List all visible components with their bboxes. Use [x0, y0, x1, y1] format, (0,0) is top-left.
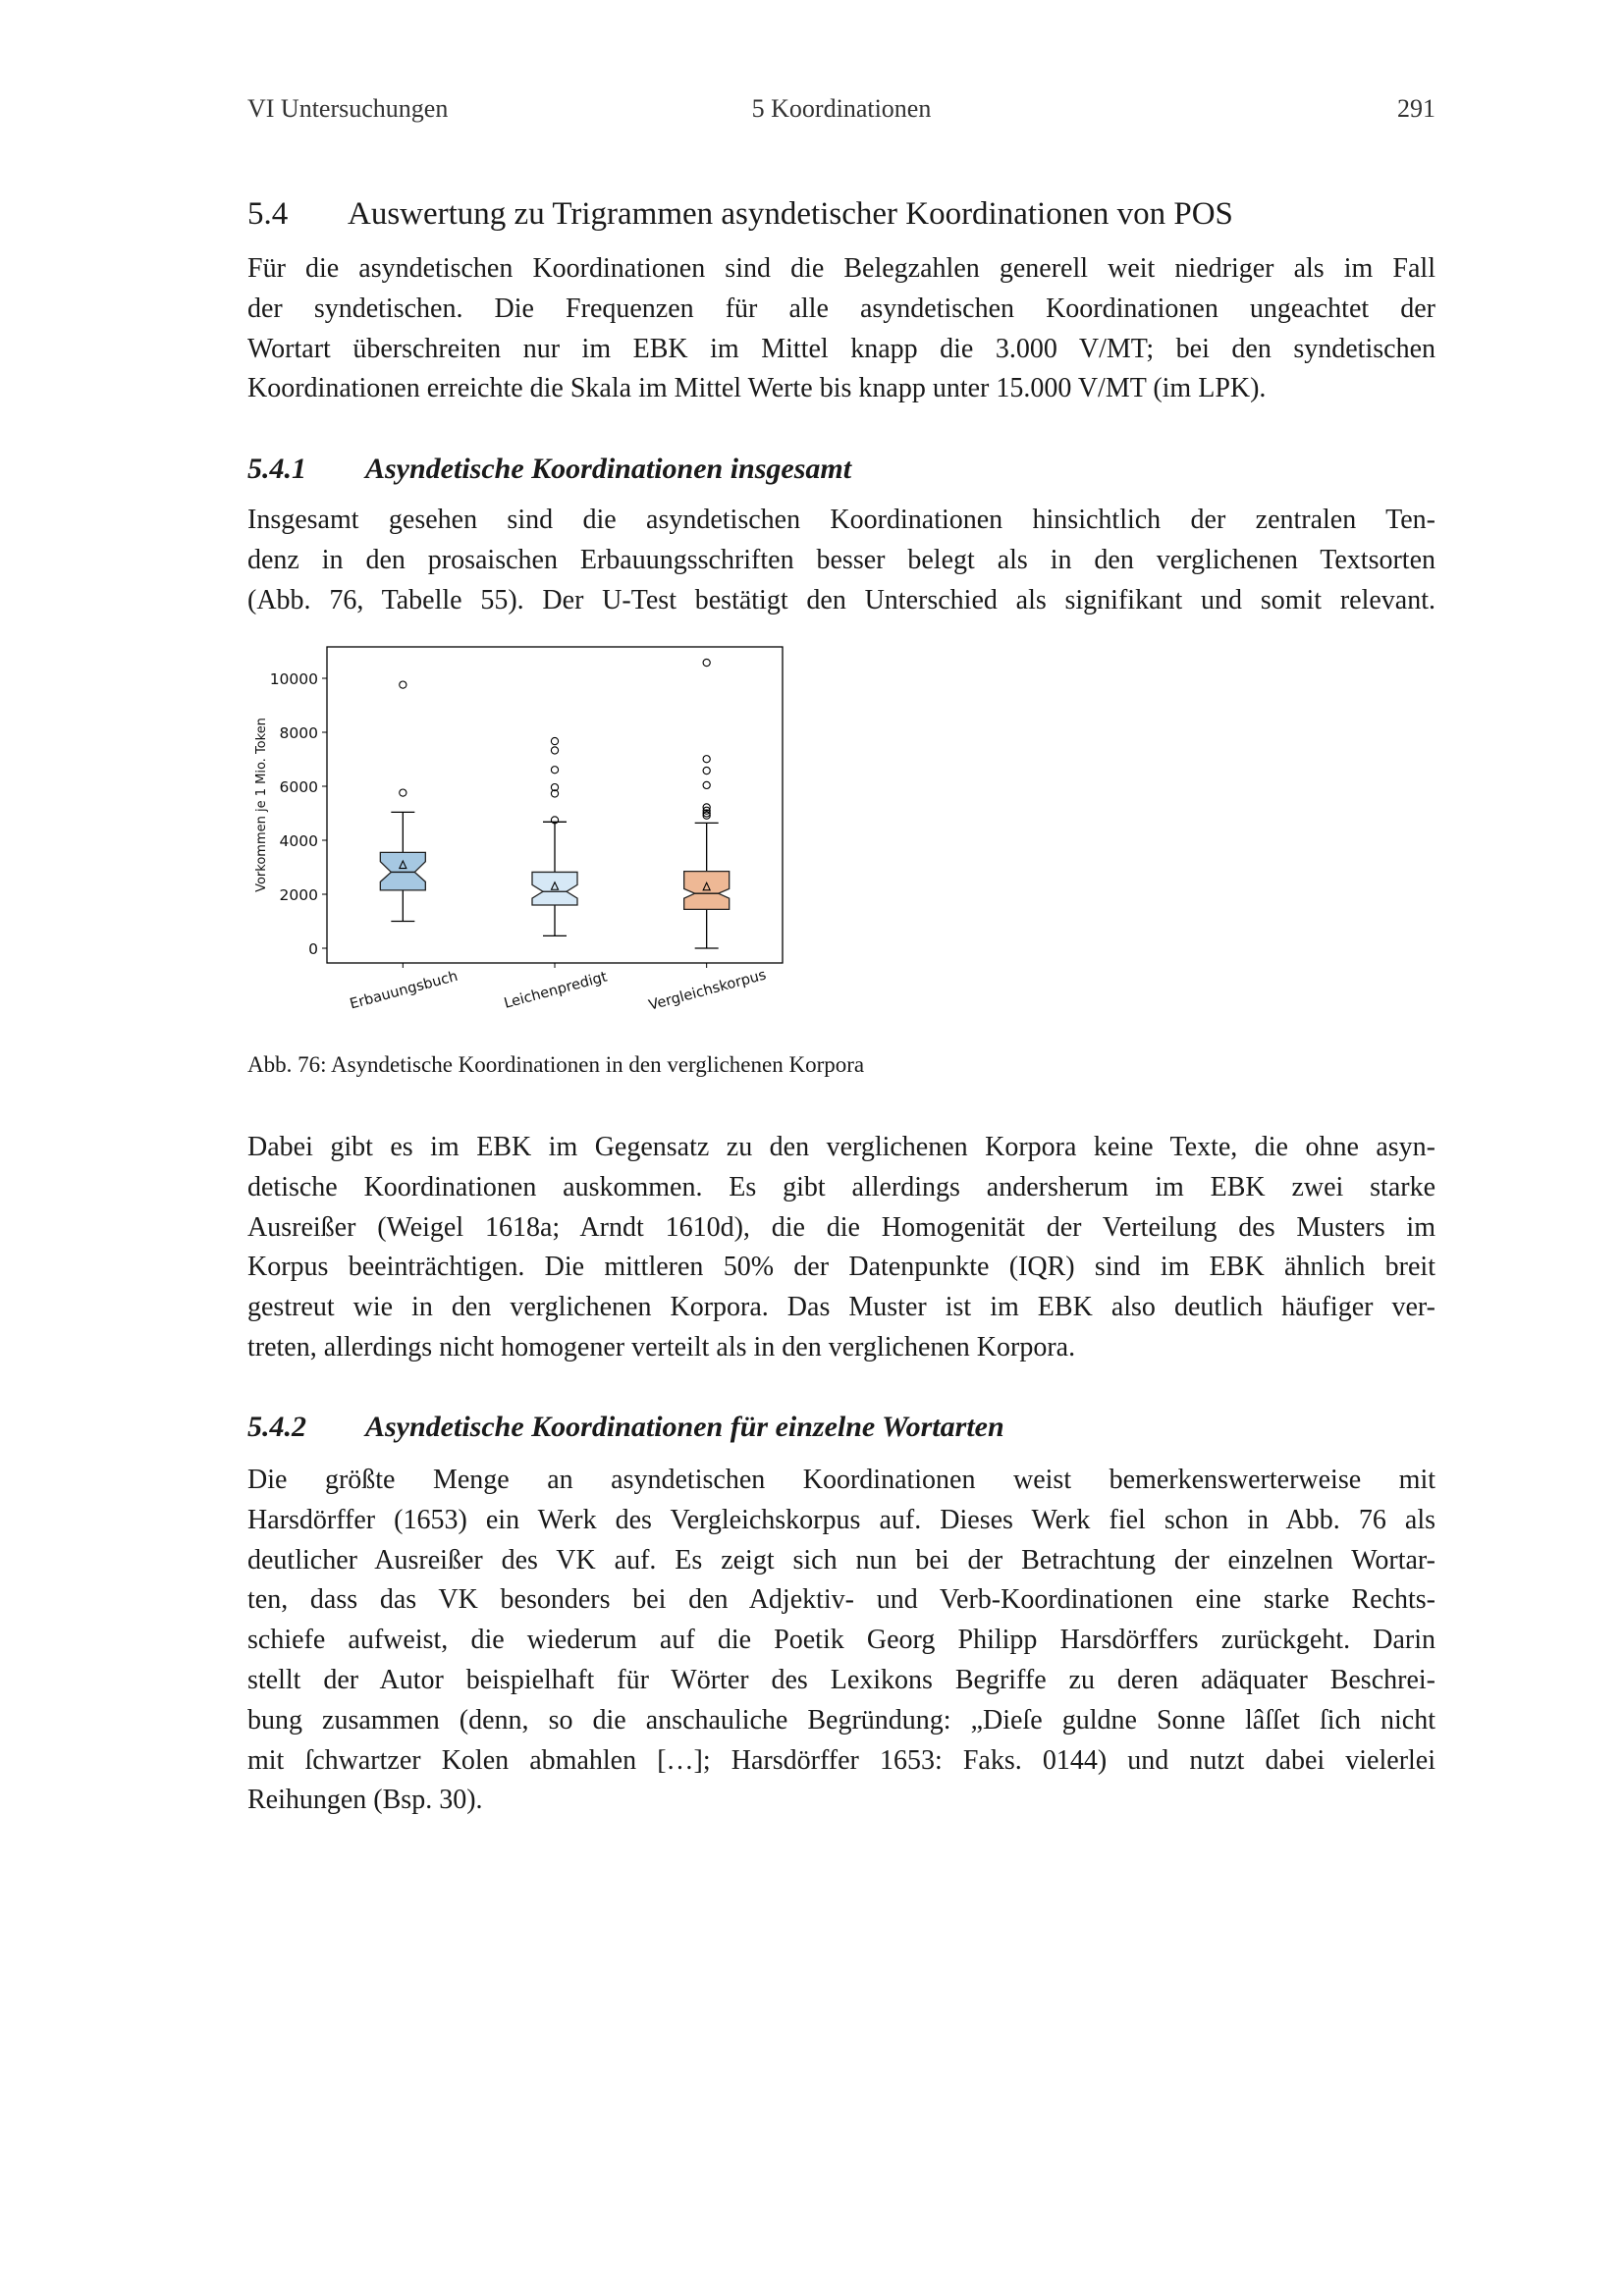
outlier-point	[703, 756, 710, 763]
running-head	[247, 94, 1435, 130]
text-line: Ausreißer (Weigel 1618a; Arndt 1610d), die die Homogenität der Verteilung des Musters im	[247, 1211, 1435, 1243]
outlier-point	[703, 659, 710, 666]
figure-caption: Abb. 76: Asyndetische Koordinationen in den verglichenen Korpora	[247, 1052, 865, 1077]
text-line: treten, allerdings nicht homogener verteilt als in den verglichenen Korpora.	[247, 1331, 1076, 1362]
paragraph-word-classes	[247, 1461, 1435, 1821]
outlier-point	[551, 747, 558, 754]
y-axis-label: Vorkommen je 1 Mio. Token	[254, 718, 269, 892]
subsection-heading-5-4-1	[247, 453, 851, 486]
y-tick-label: 8000	[279, 724, 318, 742]
y-tick-label: 6000	[279, 778, 318, 796]
notched-box	[532, 872, 577, 905]
text-line: Die größte Menge an asyndetischen Koordinationen weist bemerkenswerterweise mit	[247, 1465, 1435, 1495]
subsection-title: Asyndetische Koordinationen insgesamt	[365, 453, 852, 485]
section-heading	[247, 196, 1233, 233]
text-line: Korpus beeinträchtigen. Die mittleren 50% der Datenpunkte (IQR) sind im EBK ähnlich breit	[247, 1252, 1435, 1283]
y-tick-label: 10000	[269, 670, 318, 688]
text-line: Insgesamt gesehen sind die asyndetischen Koordinationen hinsichtlich der zentralen Ten-	[247, 505, 1435, 535]
subsection-number: 5.4.1	[247, 453, 306, 485]
text-line: mit ſchwartzer Kolen abmahlen […]; Harsdörffer 1653: Faks. 0144) und nutzt dabei vielerlei	[247, 1744, 1435, 1776]
y-tick-label: 2000	[279, 886, 318, 904]
paragraph-overall	[247, 501, 1435, 620]
text-line: Koordinationen erreichte die Skala im Mittel Werte bis knapp unter 15.000 V/MT (im LPK).	[247, 373, 1267, 404]
outlier-point	[400, 789, 406, 796]
x-tick-label: Erbauungsbuch	[348, 968, 460, 1013]
outlier-point	[400, 681, 406, 688]
text-line: ten, dass das VK besonders bei den Adjektiv- und Verb-Koordinationen eine starke Rechts-	[247, 1584, 1435, 1616]
notched-box	[380, 852, 425, 890]
y-tick-label: 0	[308, 940, 318, 958]
text-line: Wortart überschreiten nur im EBK im Mittel knapp die 3.000 V/MT; bei den syndetischen	[247, 333, 1435, 364]
text-line: Harsdörffer (1653) ein Werk des Vergleichskorpus auf. Dieses Werk fiel schon in Abb. 76 als	[247, 1504, 1435, 1535]
x-tick-label: Vergleichskorpus	[647, 967, 769, 1014]
subsection-heading-5-4-2	[247, 1411, 1004, 1444]
text-line: Reihungen (Bsp. 30).	[247, 1785, 483, 1816]
text-line: Dabei gibt es im EBK im Gegensatz zu den verglichenen Korpora keine Texte, die ohne asyn-	[247, 1132, 1435, 1162]
text-line: der syndetischen. Die Frequenzen für alle asyndetischen Koordinationen ungeachtet der	[247, 293, 1435, 324]
intro-paragraph	[247, 249, 1435, 409]
outlier-point	[551, 767, 558, 774]
subsection-title: Asyndetische Koordinationen für einzelne Wortarten	[365, 1411, 1004, 1443]
boxplot-chart	[236, 638, 805, 1041]
text-line: gestreut wie in den verglichenen Korpora. Das Muster ist im EBK also deutlich häufiger ver-	[247, 1292, 1435, 1323]
page-number: 291	[1397, 94, 1435, 123]
running-head-part: VI Untersuchungen	[247, 94, 449, 123]
text-line: Für die asyndetischen Koordinationen sind die Belegzahlen generell weit niedriger als im Fall	[247, 253, 1435, 284]
text-line: deutlicher Ausreißer des VK auf. Es zeigt sich nun bei der Betrachtung der einzelnen Wortar-	[247, 1544, 1435, 1575]
outlier-point	[703, 781, 710, 788]
text-line: stellt der Autor beispielhaft für Wörter des Lexikons Begriffe zu deren adäquater Beschrei-	[247, 1664, 1435, 1695]
section-number: 5.4	[247, 196, 289, 232]
text-line: (Abb. 76, Tabelle 55). Der U-Test bestätigt den Unterschied als signifikant und somit relevant.	[247, 584, 1435, 615]
outlier-point	[703, 767, 710, 774]
text-line: detische Koordinationen auskommen. Es gibt allerdings andersherum im EBK zwei starke	[247, 1171, 1435, 1202]
running-head-chapter: 5 Koordinationen	[751, 94, 932, 123]
paragraph-outliers	[247, 1128, 1435, 1368]
x-tick-label: Leichenpredigt	[502, 969, 610, 1012]
text-line: schiefe aufweist, die wiederum auf die Poetik Georg Philipp Harsdörffers zurückgeht. Darin	[247, 1625, 1435, 1656]
text-line: bung zusammen (denn, so die anschauliche Begründung: „Dieſe guldne Sonne lâſſet ſich nicht	[247, 1704, 1435, 1735]
y-tick-label: 4000	[279, 832, 318, 850]
figure-boxplot	[236, 638, 805, 1041]
subsection-number: 5.4.2	[247, 1411, 306, 1443]
section-title: Auswertung zu Trigrammen asyndetischer Koordinationen von POS	[348, 196, 1233, 232]
outlier-point	[551, 737, 558, 744]
text-line: denz in den prosaischen Erbauungsschriften besser belegt als in den verglichenen Textsorten	[247, 544, 1435, 575]
